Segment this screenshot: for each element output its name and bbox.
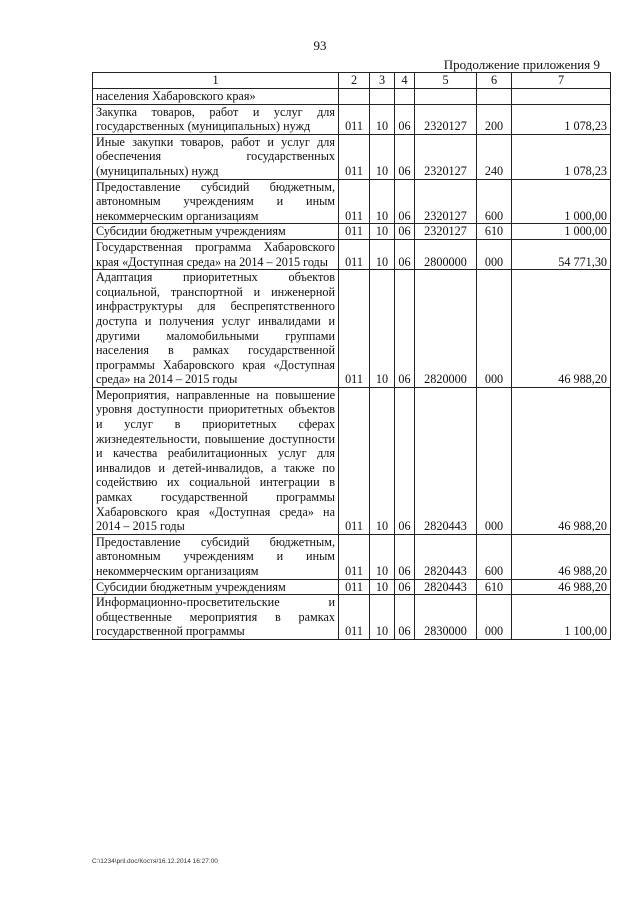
row-code-admin: 011 xyxy=(339,134,370,179)
row-code-subsection: 06 xyxy=(395,534,415,579)
budget-table xyxy=(92,72,611,640)
header-col-3: 3 xyxy=(370,73,395,89)
row-name: Предоставление субсидий бюджетным, автономным учреждениям и иным некоммерческим организациям xyxy=(93,534,339,579)
row-code-target: 2820443 xyxy=(415,579,477,595)
header-col-6: 6 xyxy=(477,73,512,89)
row-amount: 46 988,20 xyxy=(512,534,611,579)
header-col-2: 2 xyxy=(339,73,370,89)
file-path-footer: C:\1234\pril.doc/Костя/16.12.2014 16:27:00 xyxy=(92,858,218,865)
header-row xyxy=(93,73,611,89)
header-col-1: 1 xyxy=(93,73,339,89)
row-amount: 54 771,30 xyxy=(512,239,611,269)
row-code-subsection: 06 xyxy=(395,134,415,179)
row-code-admin: 011 xyxy=(339,387,370,534)
page-number: 93 xyxy=(313,38,327,53)
table-row xyxy=(93,179,611,224)
row-amount xyxy=(512,89,611,105)
row-code-expense-type xyxy=(477,89,512,105)
row-amount: 1 000,00 xyxy=(512,224,611,240)
table-row xyxy=(93,595,611,640)
row-code-expense-type: 610 xyxy=(477,224,512,240)
row-code-admin: 011 xyxy=(339,224,370,240)
row-code-section: 10 xyxy=(370,595,395,640)
table-row xyxy=(93,104,611,134)
row-name: Мероприятия, направленные на повышение уровня доступности приоритетных объектов и услуг в приоритетных сферах жизнедеятельности, повышение доступности и качества реабилитационных услуг для инвалидов и детей-инвалидов, а также по содействию их социальной интеграции в рамках государственной программы Хабаровского края «Доступная среда» на 2014 – 2015 годы xyxy=(93,387,339,534)
row-code-target: 2320127 xyxy=(415,134,477,179)
row-name: Субсидии бюджетным учреждениям xyxy=(93,224,339,240)
row-code-section: 10 xyxy=(370,239,395,269)
row-code-expense-type: 610 xyxy=(477,579,512,595)
row-code-subsection: 06 xyxy=(395,239,415,269)
row-code-target: 2820443 xyxy=(415,387,477,534)
row-code-target: 2800000 xyxy=(415,239,477,269)
table-row xyxy=(93,89,611,105)
continuation-label: Продолжение приложения 9 xyxy=(443,57,600,72)
row-amount: 1 000,00 xyxy=(512,179,611,224)
row-amount: 46 988,20 xyxy=(512,270,611,388)
row-code-section xyxy=(370,89,395,105)
row-code-target: 2320127 xyxy=(415,104,477,134)
row-code-subsection: 06 xyxy=(395,270,415,388)
row-code-target: 2320127 xyxy=(415,179,477,224)
row-code-section: 10 xyxy=(370,387,395,534)
row-code-subsection: 06 xyxy=(395,224,415,240)
row-code-expense-type: 240 xyxy=(477,134,512,179)
row-code-expense-type: 600 xyxy=(477,179,512,224)
row-code-admin xyxy=(339,89,370,105)
row-name: Предоставление субсидий бюджетным, автономным учреждениям и иным некоммерческим организациям xyxy=(93,179,339,224)
row-code-expense-type: 600 xyxy=(477,534,512,579)
row-code-target: 2820000 xyxy=(415,270,477,388)
row-amount: 1 100,00 xyxy=(512,595,611,640)
table-row xyxy=(93,224,611,240)
row-name: Закупка товаров, работ и услуг для государственных (муниципальных) нужд xyxy=(93,104,339,134)
row-code-target: 2320127 xyxy=(415,224,477,240)
row-amount: 1 078,23 xyxy=(512,104,611,134)
header-col-5: 5 xyxy=(415,73,477,89)
table-row xyxy=(93,270,611,388)
row-code-expense-type: 000 xyxy=(477,270,512,388)
row-code-subsection: 06 xyxy=(395,595,415,640)
row-name: Иные закупки товаров, работ и услуг для обеспечения государственных (муниципальных) нужд xyxy=(93,134,339,179)
row-code-admin: 011 xyxy=(339,179,370,224)
row-amount: 46 988,20 xyxy=(512,387,611,534)
row-code-section: 10 xyxy=(370,270,395,388)
row-code-expense-type: 000 xyxy=(477,595,512,640)
row-code-expense-type: 200 xyxy=(477,104,512,134)
row-code-admin: 011 xyxy=(339,270,370,388)
row-code-admin: 011 xyxy=(339,595,370,640)
row-code-section: 10 xyxy=(370,534,395,579)
row-code-admin: 011 xyxy=(339,239,370,269)
row-code-target xyxy=(415,89,477,105)
row-code-subsection: 06 xyxy=(395,104,415,134)
row-code-subsection xyxy=(395,89,415,105)
row-amount: 46 988,20 xyxy=(512,579,611,595)
row-name: Субсидии бюджетным учреждениям xyxy=(93,579,339,595)
row-code-subsection: 06 xyxy=(395,179,415,224)
row-name: населения Хабаровского края» xyxy=(93,89,339,105)
row-code-expense-type: 000 xyxy=(477,239,512,269)
row-amount: 1 078,23 xyxy=(512,134,611,179)
row-name: Государственная программа Хабаровского края «Доступная среда» на 2014 – 2015 годы xyxy=(93,239,339,269)
row-code-admin: 011 xyxy=(339,579,370,595)
table-row xyxy=(93,387,611,534)
row-code-section: 10 xyxy=(370,104,395,134)
row-code-admin: 011 xyxy=(339,104,370,134)
table-row xyxy=(93,534,611,579)
header-col-4: 4 xyxy=(395,73,415,89)
table-row xyxy=(93,239,611,269)
table-row xyxy=(93,134,611,179)
row-code-section: 10 xyxy=(370,179,395,224)
row-code-section: 10 xyxy=(370,579,395,595)
header-col-7: 7 xyxy=(512,73,611,89)
table-row xyxy=(93,579,611,595)
row-code-subsection: 06 xyxy=(395,387,415,534)
row-code-target: 2830000 xyxy=(415,595,477,640)
row-code-subsection: 06 xyxy=(395,579,415,595)
row-name: Адаптация приоритетных объектов социальной, транспортной и инженерной инфраструктуры для беспрепятственного доступа и получения услуг инвалидами и другими маломобильными группами населения в рамках государственной программы Хабаровского края «Доступная среда» на 2014 – 2015 годы xyxy=(93,270,339,388)
row-code-section: 10 xyxy=(370,134,395,179)
row-code-admin: 011 xyxy=(339,534,370,579)
row-code-target: 2820443 xyxy=(415,534,477,579)
row-code-expense-type: 000 xyxy=(477,387,512,534)
row-name: Информационно-просветительские и общественные мероприятия в рамках государственной программы xyxy=(93,595,339,640)
row-code-section: 10 xyxy=(370,224,395,240)
